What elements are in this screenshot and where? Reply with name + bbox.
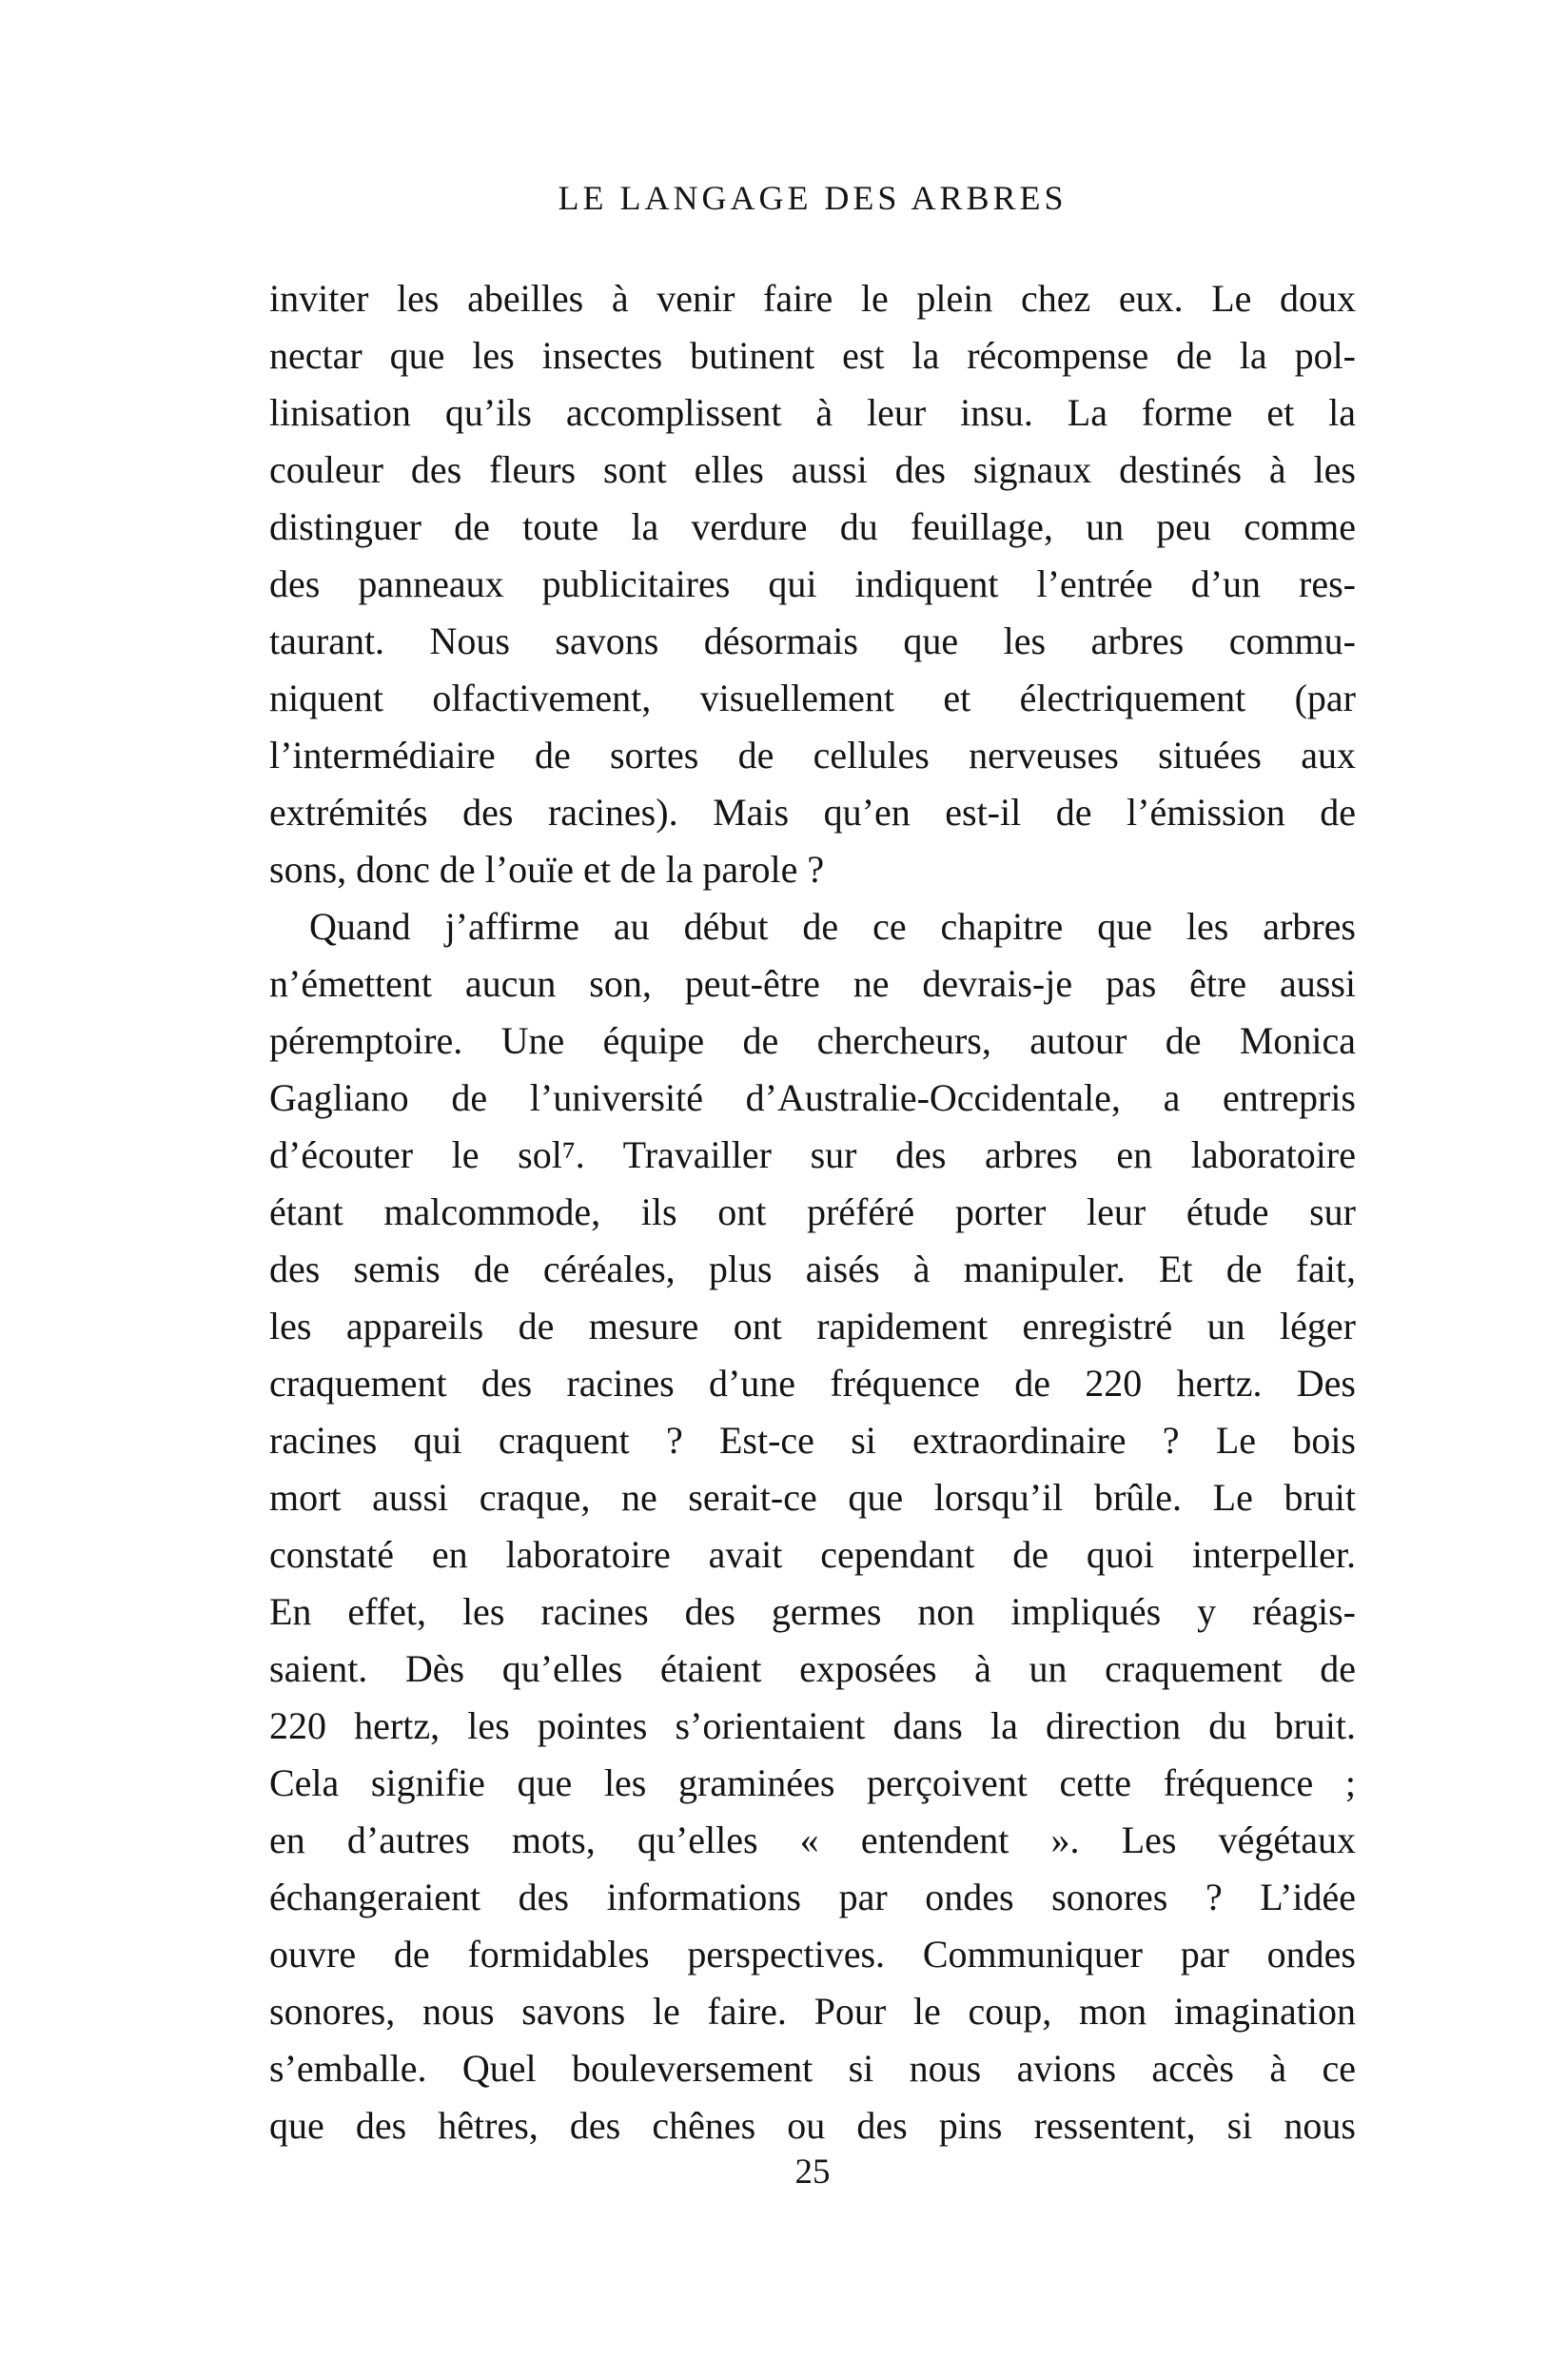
text-line: saient. Dès qu’elles étaient exposées à un craquement de bbox=[269, 1647, 1356, 1690]
page-number: 25 bbox=[794, 2153, 831, 2192]
text-line: taurant. Nous savons désormais que les arbres commu- bbox=[269, 619, 1356, 662]
text-line: Quand j’affirme au début de ce chapitre que les arbres bbox=[309, 905, 1356, 948]
text-line: linisation qu’ils accomplissent à leur insu. La forme et la bbox=[269, 391, 1356, 434]
text-line: Gagliano de l’université d’Australie-Occidentale, a entrepris bbox=[269, 1076, 1356, 1119]
text-line: couleur des fleurs sont elles aussi des signaux destinés à les bbox=[269, 448, 1356, 491]
text-line: distinguer de toute la verdure du feuillage, un peu comme bbox=[269, 505, 1356, 548]
text-line: Cela signifie que les graminées perçoivent cette fréquence ; bbox=[269, 1761, 1356, 1804]
text-line: 220 hertz, les pointes s’orientaient dans la direction du bruit. bbox=[269, 1704, 1356, 1747]
text-line: s’emballe. Quel bouleversement si nous avions accès à ce bbox=[269, 2047, 1356, 2090]
text-line: les appareils de mesure ont rapidement enregistré un léger bbox=[269, 1305, 1356, 1347]
text-line: échangeraient des informations par ondes sonores ? L’idée bbox=[269, 1876, 1356, 1918]
text-line: en d’autres mots, qu’elles « entendent ». Les végétaux bbox=[269, 1819, 1356, 1861]
text-line: En effet, les racines des germes non impliqués y réagis- bbox=[269, 1590, 1356, 1633]
text-line: mort aussi craque, ne serait-ce que lorsqu’il brûle. Le bruit bbox=[269, 1476, 1356, 1519]
text-line: des panneaux publicitaires qui indiquent l’entrée d’un res- bbox=[269, 562, 1356, 605]
text-line: étant malcommode, ils ont préféré porter leur étude sur bbox=[269, 1190, 1356, 1233]
text-line: l’intermédiaire de sortes de cellules nerveuses situées aux bbox=[269, 734, 1356, 777]
text-line: niquent olfactivement, visuellement et électriquement (par bbox=[269, 677, 1356, 719]
text-line: racines qui craquent ? Est-ce si extraordinaire ? Le bois bbox=[269, 1419, 1356, 1462]
text-line: n’émettent aucun son, peut-être ne devrais-je pas être aussi bbox=[269, 962, 1356, 1005]
text-line: sonores, nous savons le faire. Pour le coup, mon imagination bbox=[269, 1990, 1356, 2033]
text-line: des semis de céréales, plus aisés à manipuler. Et de fait, bbox=[269, 1248, 1356, 1290]
text-line: sons, donc de l’ouïe et de la parole ? bbox=[269, 848, 825, 891]
text-line: nectar que les insectes butinent est la récompense de la pol- bbox=[269, 334, 1356, 377]
text-line: péremptoire. Une équipe de chercheurs, autour de Monica bbox=[269, 1019, 1356, 1062]
text-line: craquement des racines d’une fréquence de 220 hertz. Des bbox=[269, 1362, 1356, 1405]
running-header: LE LANGAGE DES ARBRES bbox=[558, 179, 1068, 217]
text-line: inviter les abeilles à venir faire le plein chez eux. Le doux bbox=[269, 277, 1356, 320]
text-line: extrémités des racines). Mais qu’en est-il de l’émission de bbox=[269, 791, 1356, 834]
text-line: constaté en laboratoire avait cependant de quoi interpeller. bbox=[269, 1533, 1356, 1576]
text-line: que des hêtres, des chênes ou des pins ressentent, si nous bbox=[269, 2104, 1356, 2147]
paragraph bbox=[269, 270, 1356, 898]
paragraph bbox=[269, 898, 1356, 2154]
text-line: d’écouter le sol⁷. Travailler sur des arbres en laboratoire bbox=[269, 1133, 1356, 1176]
text-line: ouvre de formidables perspectives. Communiquer par ondes bbox=[269, 1933, 1356, 1976]
body-text bbox=[269, 270, 1356, 2154]
